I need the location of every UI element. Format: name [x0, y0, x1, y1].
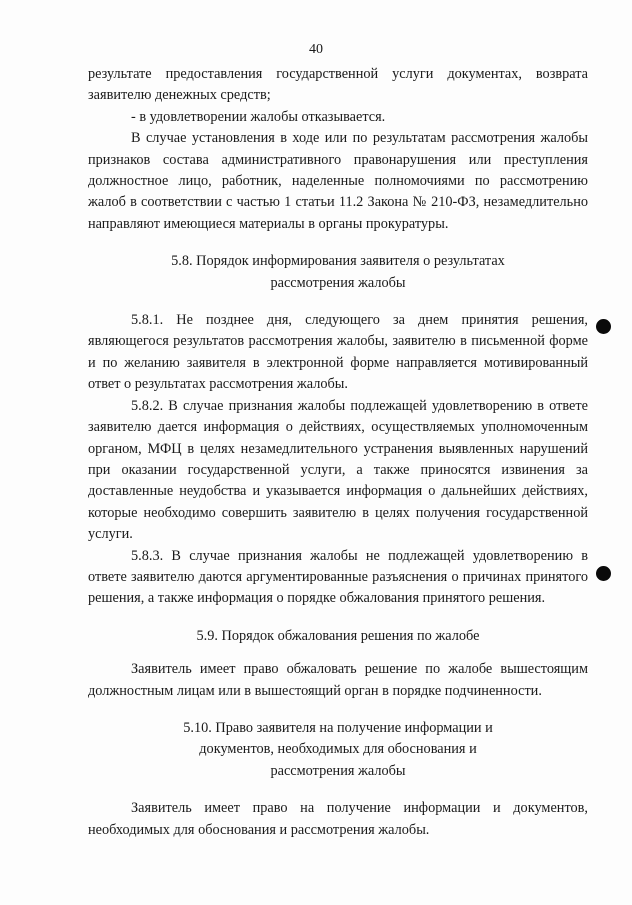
- heading-5-8: [88, 251, 588, 294]
- paragraph-5-8-2: 5.8.2. В случае признания жалобы подлежащей удовлетворению в ответе заявителю дается информация о действиях, осуществляемых уполномоченным органом, МФЦ в целях незамедлительного устранения выявленных нарушений при оказании государственной услуги, а также приносятся извинения за доставленные неудобства и указывается информация о дальнейших действиях, которые необходимо совершить заявителю в целях получения государственной услуги.: [88, 397, 588, 543]
- heading-5-8-line2: рассмотрения жалобы: [270, 274, 406, 291]
- heading-5-9: 5.9. Порядок обжалования решения по жалобе: [196, 627, 480, 644]
- paragraph-refusal: - в удовлетворении жалобы отказывается.: [131, 108, 386, 125]
- heading-5-10-line1: 5.10. Право заявителя на получение информации и: [183, 719, 493, 736]
- punch-hole-upper: [596, 319, 611, 334]
- paragraph-5-8-1: 5.8.1. Не позднее дня, следующего за днем принятия решения, являющегося результатов рассмотрения жалобы, заявителю в письменной форме и по желанию заявителя в электронной форме направляется мотивированный ответ о результатах рассмотрения жалобы.: [88, 312, 588, 393]
- heading-5-10: [88, 718, 588, 782]
- heading-5-8-line1: 5.8. Порядок информирования заявителя о результатах: [171, 253, 505, 270]
- paragraph-5-9: Заявитель имеет право обжаловать решение по жалобе вышестоящим должностным лицам или в вышестоящий орган в порядке подчиненности.: [88, 661, 588, 699]
- paragraph-5-10: Заявитель имеет право на получение информации и документов, необходимых для обоснования и рассмотрения жалобы.: [88, 800, 588, 838]
- paragraph-5-8-3: 5.8.3. В случае признания жалобы не подлежащей удовлетворению в ответе заявителю даются аргументированные разъяснения о причинах принятого решения, а также информация о порядке обжалования принятого решения.: [88, 547, 588, 607]
- paragraph-prosecution: В случае установления в ходе или по результатам рассмотрения жалобы признаков состава административного правонарушения или преступления должностное лицо, работник, наделенные полномочиями по рассмотрению жалоб в соответствии с частью 1 статьи 11.2 Закона № 210-ФЗ, незамедлительно направляют имеющиеся материалы в органы прокуратуры.: [88, 130, 588, 232]
- paragraph-refund-ending: результате предоставления государственной услуги документах, возврата заявителю денежных средств;: [88, 66, 588, 104]
- page-number: 40: [309, 42, 323, 57]
- document-body: [88, 64, 588, 841]
- heading-5-10-line2: документов, необходимых для обоснования и: [199, 741, 477, 758]
- punch-hole-lower: [596, 566, 611, 581]
- heading-5-10-line3: рассмотрения жалобы: [270, 762, 406, 779]
